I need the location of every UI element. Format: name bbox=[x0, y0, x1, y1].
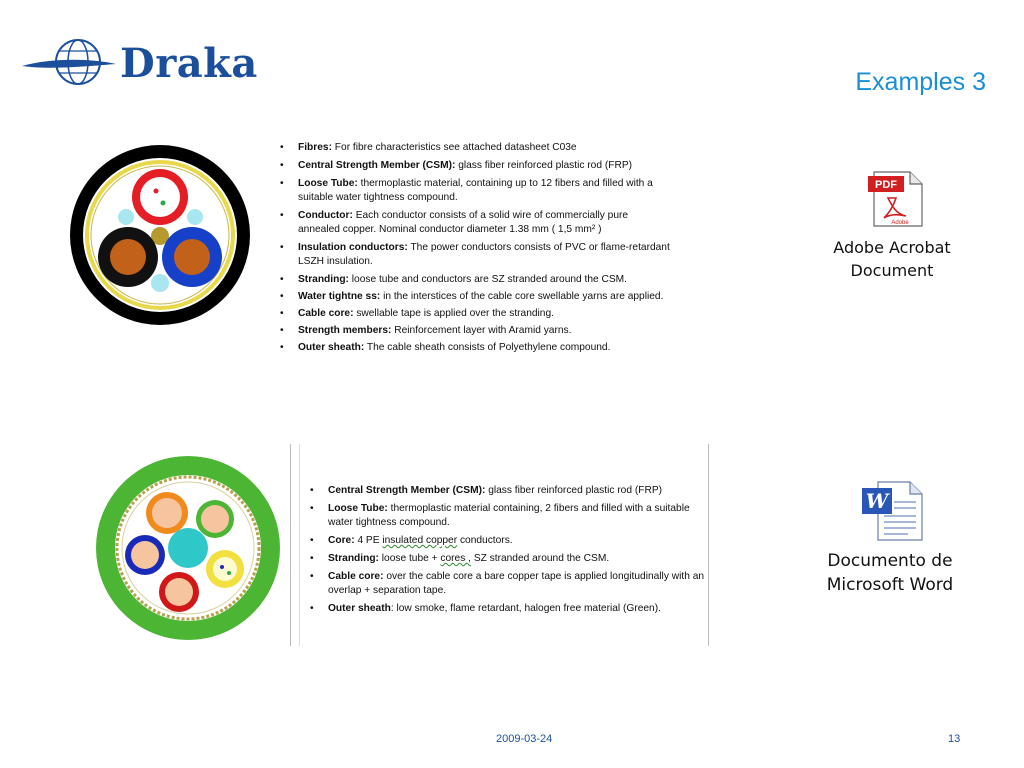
frame-border-left-inner bbox=[299, 444, 300, 646]
footer-page-number: 13 bbox=[948, 733, 961, 745]
spec-csm: • Central Strength Member (CSM): glass fiber reinforced plastic rod (FRP) bbox=[278, 159, 670, 173]
spec2-outer-sheath: • Outer sheath: low smoke, flame retardant, halogen free material (Green). bbox=[308, 602, 708, 616]
pdf-document-icon[interactable] bbox=[866, 170, 926, 228]
spec-loose-tube: • Loose Tube: thermoplastic material, containing up to 12 fibers and filled with a suitable water tightness compound. bbox=[278, 177, 670, 205]
spec-insulation: • Insulation conductors: The power conductors consists of PVC or flame-retardant LSZH insulation. bbox=[278, 241, 670, 269]
cable-cross-section-1-image bbox=[68, 143, 252, 327]
word-attachment-label[interactable]: Documento de Microsoft Word bbox=[826, 551, 954, 595]
draka-logo-text: Draka bbox=[120, 40, 258, 87]
pdf-attachment-label[interactable]: Adobe Acrobat Document bbox=[833, 238, 951, 280]
frame-border-left bbox=[290, 444, 291, 646]
cable-cross-section-2-image bbox=[95, 455, 281, 641]
word-document-icon[interactable] bbox=[860, 480, 924, 542]
spec-cable-core: • Cable core: swellable tape is applied over the stranding. bbox=[278, 307, 670, 321]
spec2-core: • Core: 4 PE insulated copper conductors. bbox=[308, 534, 708, 548]
spec-fibres: • Fibres: For fibre characteristics see attached datasheet C03e bbox=[278, 141, 670, 155]
spec-conductor: • Conductor: Each conductor consists of a solid wire of commercially pure annealed copper. Nominal conductor diameter 1.38 mm ( 1,5 mm² ) bbox=[278, 209, 670, 237]
spec2-stranding: • Stranding: loose tube + cores , SZ stranded around the CSM. bbox=[308, 552, 708, 566]
word-badge-text: W bbox=[865, 489, 889, 513]
spec2-csm: • Central Strength Member (CSM): glass fiber reinforced plastic rod (FRP) bbox=[308, 484, 708, 498]
slide-title: Examples 3 bbox=[855, 68, 986, 96]
frame-border-right bbox=[708, 444, 709, 646]
cable-1-spec-list bbox=[278, 141, 670, 358]
spec-stranding: • Stranding: loose tube and conductors are SZ stranded around the CSM. bbox=[278, 273, 670, 287]
spec2-loose-tube: • Loose Tube: thermoplastic material containing, 2 fibers and filled with a suitable water tightness compound. bbox=[308, 502, 708, 530]
cable-2-spec-list bbox=[308, 484, 708, 620]
pdf-badge-text: PDF bbox=[875, 179, 897, 191]
spec-water-tightness: • Water tightne ss: in the interstices of the cable core swellable yarns are applied. bbox=[278, 290, 670, 304]
spec-strength-members: • Strength members: Reinforcement layer with Aramid yarns. bbox=[278, 324, 670, 338]
pdf-brand-text: Adobe bbox=[891, 220, 909, 226]
spec-outer-sheath: • Outer sheath: The cable sheath consists of Polyethylene compound. bbox=[278, 341, 670, 355]
footer-date: 2009-03-24 bbox=[496, 733, 553, 745]
spec2-cable-core: • Cable core: over the cable core a bare copper tape is applied longitudinally with an overlap + separation tape. bbox=[308, 570, 708, 598]
